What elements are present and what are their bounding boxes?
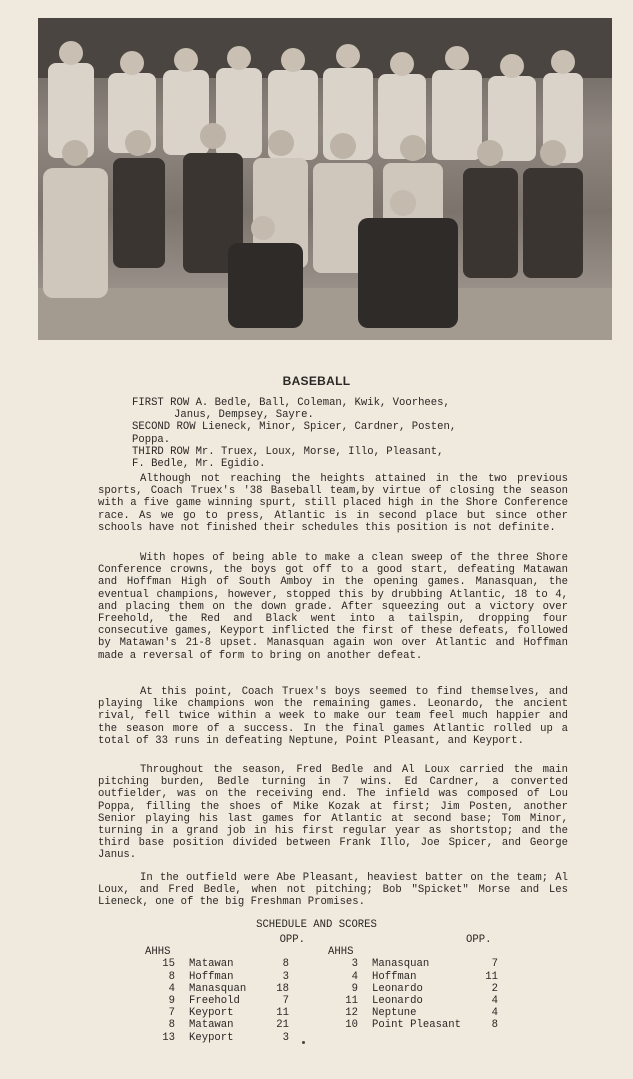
team-photo-drawing [38, 18, 612, 340]
opponent-name: Leonardo [372, 982, 423, 995]
opponent-name: Leonardo [372, 995, 423, 1008]
opponent-score: 4 [491, 1007, 498, 1020]
opponent-score: 8 [491, 1019, 498, 1032]
opponent-name: Matawan [189, 1019, 234, 1032]
opponent-name: Hoffman [372, 970, 417, 983]
ahhs-score: 8 [168, 1019, 175, 1032]
opponent-name: Manasquan [372, 958, 430, 971]
roster-list [132, 397, 552, 470]
schedule-row [145, 983, 305, 995]
paragraph-text: In the outfield were Abe Pleasant, heaviest batter on the team; Al Loux, and Fred Bedle, when not pitching; Bob "Spicket" Morse and Les Lieneck, one of the big Freshman Promises. [98, 872, 568, 909]
header-opp-right: OPP. [466, 934, 492, 946]
schedule-row [145, 1007, 305, 1019]
opponent-score: 8 [282, 958, 289, 971]
opponent-name: Freehold [189, 995, 240, 1008]
ahhs-score: 15 [162, 958, 175, 971]
paragraph-5 [98, 872, 568, 909]
schedule-row [328, 971, 498, 983]
opponent-score: 18 [276, 982, 289, 995]
opponent-score: 21 [276, 1019, 289, 1032]
opponent-score: 7 [491, 958, 498, 971]
opponent-score: 7 [282, 995, 289, 1008]
roster-line: THIRD ROW Mr. Truex, Loux, Morse, Illo, Pleasant, [132, 445, 444, 458]
header-ahhs-right: AHHS [328, 946, 354, 959]
opponent-score: 3 [282, 970, 289, 983]
ahhs-score: 10 [345, 1019, 358, 1032]
page-mark [302, 1041, 305, 1044]
opponent-name: Hoffman [189, 970, 234, 983]
schedule-row [145, 995, 305, 1007]
schedule-header [145, 934, 305, 946]
schedule-row [145, 1032, 305, 1044]
paragraph-text: Throughout the season, Fred Bedle and Al Loux carried the main pitching burden, Bedle turning in 7 wins. Ed Cardner, a converted outfielder, was on the receiving end. The infield was composed of Lou Poppa, filling the shoes of Mike Kozak at first; Jim Posten, another Senior playing his last games for Atlantic at second base; Tom Minor, turning in a grand job in his first regular year as shortstop; and the third base position divided between Frank Illo, Joe Spicer, and George Janus. [98, 764, 568, 862]
schedule-title: SCHEDULE AND SCORES [256, 919, 377, 931]
paragraph-1 [98, 473, 568, 534]
ahhs-score: 7 [168, 1007, 175, 1020]
roster-line: SECOND ROW Lieneck, Minor, Spicer, Cardner, Posten, [132, 421, 457, 434]
paragraph-text: With hopes of being able to make a clean sweep of the three Shore Conference crowns, the boys got off to a good start, defeating Matawan and Hoffman High of South Amboy in the opening games. Manasquan, the eventual champions, however, stopped this by drubbing Atlantic, 18 to 4, and placing them on the down grade. After squeezing out a victory over Freehold, the Red and Black went into a tailspin, dropping four consecutive games, Keyport inflicted the first of these defeats, followed by Matawan's 21-8 upset. Manasquan again won over Atlantic and Hoffman made a reversal of form to bring on another defeat. [98, 552, 568, 662]
opponent-name: Keyport [189, 1031, 234, 1044]
section-title: BASEBALL [282, 374, 351, 388]
schedule-header [328, 934, 498, 946]
header-ahhs-left: AHHS [145, 946, 171, 959]
team-photo [38, 18, 612, 340]
ahhs-score: 9 [351, 982, 358, 995]
roster-line: Poppa. [132, 433, 171, 446]
paragraph-text: At this point, Coach Truex's boys seemed to find themselves, and playing like champions won the remaining games. Leonardo, the ancient rival, fell twice within a week to make our team feel much happier and the season more of a success. In the final games Atlantic rolled up a total of 33 runs in defeating Neptune, Point Pleasant, and Keyport. [98, 686, 568, 747]
header-ahhs [145, 934, 175, 946]
schedule-row [145, 1019, 305, 1031]
roster-line: F. Bedle, Mr. Egidio. [132, 458, 266, 471]
opponent-name: Neptune [372, 1007, 417, 1020]
paragraph-4 [98, 764, 568, 862]
paragraph-2 [98, 552, 568, 662]
opponent-score: 3 [282, 1031, 289, 1044]
opponent-name: Manasquan [189, 982, 247, 995]
ahhs-score: 11 [345, 995, 358, 1008]
schedule-row [328, 1007, 498, 1019]
schedule-row [328, 958, 498, 970]
schedule-row [328, 995, 498, 1007]
opponent-score: 11 [485, 970, 498, 983]
ahhs-score: 8 [168, 970, 175, 983]
roster-line: Janus, Dempsey, Sayre. [174, 409, 314, 422]
paragraph-text: Although not reaching the heights attained in the two previous sports, Coach Truex's '38 Baseball team,by virtue of closing the season with a five game winning spurt, still placed high in the Shore Conference race. As we go to press, Atlantic is in second place but since other schools have not finished their schedules this position is not definite. [98, 473, 568, 534]
opponent-name: Keyport [189, 1007, 234, 1020]
schedule-header-ahhs-row [145, 946, 305, 958]
schedule-right [328, 934, 498, 1032]
ahhs-score: 3 [351, 958, 358, 971]
opponent-score: 2 [491, 982, 498, 995]
opponent-score: 4 [491, 995, 498, 1008]
opponent-name: Point Pleasant [372, 1019, 462, 1032]
ahhs-score: 12 [345, 1007, 358, 1020]
paragraph-3 [98, 686, 568, 747]
schedule-header-ahhs-row [328, 946, 498, 958]
opponent-score: 11 [276, 1007, 289, 1020]
schedule-left [145, 934, 305, 1044]
ahhs-score: 4 [351, 970, 358, 983]
opponent-name: Matawan [189, 958, 234, 971]
schedule-row [145, 958, 305, 970]
ahhs-score: 9 [168, 995, 175, 1008]
header-opp: OPP. [279, 934, 305, 946]
schedule-row [328, 983, 498, 995]
roster-line: FIRST ROW A. Bedle, Ball, Coleman, Kwik, Voorhees, [132, 397, 450, 409]
ahhs-score: 4 [168, 982, 175, 995]
schedule-row [145, 971, 305, 983]
schedule-row [328, 1019, 498, 1031]
ahhs-score: 13 [162, 1031, 175, 1044]
